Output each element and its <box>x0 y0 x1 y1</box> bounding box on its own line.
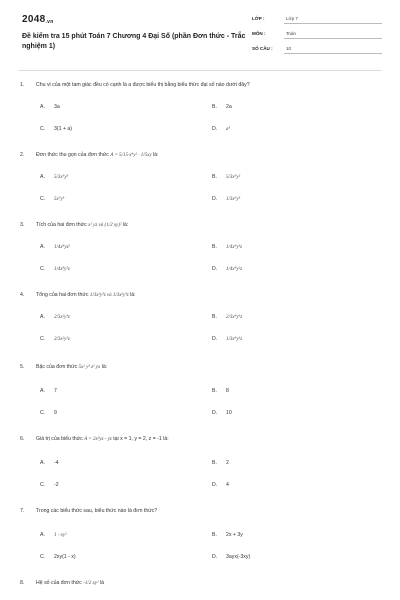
option-label: D. <box>212 336 218 342</box>
question-text-tail: là <box>99 580 105 586</box>
question-text-part: Tổng của hai đơn thức <box>36 292 89 298</box>
question-text <box>36 436 169 442</box>
question-number: 2. <box>20 152 25 158</box>
option-label: B. <box>212 314 217 320</box>
option-b[interactable] <box>212 104 232 110</box>
option-value: 2/3x⁴y⁶z <box>226 315 243 320</box>
option-label: B. <box>212 104 217 110</box>
option-value: 3(1 + a) <box>54 126 73 132</box>
option-value: 1/3x⁵y³ <box>226 197 241 202</box>
option-label: A. <box>40 174 45 180</box>
question-number: 5. <box>20 364 25 370</box>
question-4 <box>20 292 388 342</box>
meta-row-count <box>252 44 382 56</box>
meta-value: Toán <box>284 31 382 39</box>
option-value: 2a <box>226 104 232 110</box>
meta-row-subject <box>252 29 382 41</box>
logo-main: 2048 <box>22 14 46 25</box>
question-number: 3. <box>20 222 25 228</box>
question-text <box>36 222 128 228</box>
question-text: Chu vi của một tam giác đều có cạnh là a được biểu thị bằng biểu thức đại số nào dưới đây? <box>36 82 250 88</box>
meta-label: MÔN : <box>252 31 266 36</box>
option-value: 1 - xy² <box>54 533 67 538</box>
meta-value: 10 <box>284 46 382 54</box>
question-text: Trong các biểu thức sau, biểu thức nào là đơn thức? <box>36 508 158 514</box>
option-label: A. <box>40 460 45 466</box>
option-c[interactable] <box>40 410 57 416</box>
option-d[interactable] <box>212 196 240 202</box>
option-c[interactable] <box>40 266 70 272</box>
option-value: 2/3x²y³z <box>54 315 70 320</box>
meta-label: SỐ CÂU : <box>252 46 273 51</box>
option-label: D. <box>212 266 218 272</box>
option-c[interactable] <box>40 336 70 342</box>
question-math: x² yz và (1/2 xy)² <box>88 223 122 228</box>
option-d[interactable] <box>212 126 230 132</box>
option-label: C. <box>40 410 46 416</box>
option-label: C. <box>40 482 46 488</box>
option-value: 10 <box>226 410 232 416</box>
option-label: C. <box>40 196 46 202</box>
option-b[interactable] <box>212 174 240 180</box>
option-value: 9 <box>54 410 57 416</box>
question-5 <box>20 364 388 416</box>
option-value: 2 <box>226 460 229 466</box>
meta-value: Lớp 7 <box>284 16 382 24</box>
question-text-part: Tích của hai đơn thức <box>36 222 87 228</box>
option-b[interactable] <box>212 532 243 538</box>
option-value: 4 <box>226 482 229 488</box>
option-label: B. <box>212 174 217 180</box>
option-label: A. <box>40 244 45 250</box>
option-value: 5/3x⁵y² <box>226 175 241 180</box>
option-value: -2 <box>54 482 59 488</box>
question-text-tail: là: <box>122 222 129 228</box>
question-number: 1. <box>20 82 25 88</box>
option-value: 1/4x⁴yz² <box>54 245 71 250</box>
option-value: 2xy(1 - x) <box>54 554 76 560</box>
option-d[interactable] <box>212 336 242 342</box>
option-label: B. <box>212 388 217 394</box>
question-3 <box>20 222 388 272</box>
option-a[interactable] <box>40 460 59 466</box>
option-d[interactable] <box>212 554 250 560</box>
option-b[interactable] <box>212 388 229 394</box>
question-math: A = 2x³yz - yz <box>84 437 112 442</box>
question-text-part: Đơn thức thu gọn của đơn thức <box>36 152 109 158</box>
question-text-part: Hệ số của đơn thức <box>36 580 82 586</box>
option-value: 5x⁵y⁵ <box>54 197 65 202</box>
option-label: D. <box>212 554 218 560</box>
question-text <box>36 152 159 158</box>
option-label: A. <box>40 314 45 320</box>
meta-label: LỚP : <box>252 16 265 21</box>
option-value: 5/3x⁵y³ <box>54 175 69 180</box>
option-c[interactable] <box>40 196 64 202</box>
option-value: -4 <box>54 460 59 466</box>
question-text-tail: là: <box>101 364 108 370</box>
question-1 <box>20 82 388 132</box>
option-a[interactable] <box>40 314 70 320</box>
question-number: 6. <box>20 436 25 442</box>
question-math: 1/3x²y³z và 1/3x²y³z <box>89 293 129 298</box>
question-number: 7. <box>20 508 25 514</box>
question-6 <box>20 436 388 488</box>
option-value: 2x + 3y <box>226 532 243 538</box>
logo-sub: .vn <box>45 19 54 25</box>
meta-row-class <box>252 14 382 26</box>
option-a[interactable] <box>40 388 57 394</box>
option-a[interactable] <box>40 244 70 250</box>
option-value: 8 <box>226 388 229 394</box>
header-divider <box>18 70 382 71</box>
option-d[interactable] <box>212 266 242 272</box>
option-value: 1/4x⁴y²z <box>226 267 243 272</box>
option-value: 3a <box>54 104 60 110</box>
option-value: 7 <box>54 388 57 394</box>
option-label: D. <box>212 482 218 488</box>
question-8 <box>20 580 388 592</box>
question-math: 5x² y³ z² yx <box>78 365 101 370</box>
option-c[interactable] <box>40 482 59 488</box>
option-label: D. <box>212 126 218 132</box>
question-number: 4. <box>20 292 25 298</box>
option-d[interactable] <box>212 410 232 416</box>
option-b[interactable] <box>212 314 242 320</box>
option-a[interactable] <box>40 104 60 110</box>
question-math: -1/2 xy² <box>83 581 99 586</box>
option-label: A. <box>40 388 45 394</box>
option-label: C. <box>40 554 46 560</box>
exam-meta <box>252 14 382 59</box>
option-b[interactable] <box>212 460 229 466</box>
question-7 <box>20 508 388 560</box>
option-label: C. <box>40 336 46 342</box>
option-label: D. <box>212 196 218 202</box>
option-value: 3ayx(-3xy) <box>226 554 251 560</box>
option-d[interactable] <box>212 482 229 488</box>
option-label: C. <box>40 126 46 132</box>
option-value: 1/3x⁴y⁶z <box>226 337 243 342</box>
question-text <box>36 292 136 298</box>
option-label: D. <box>212 410 218 416</box>
option-value: a³ <box>226 127 230 132</box>
option-value: 2/3x²y²z <box>54 337 70 342</box>
option-a[interactable] <box>40 532 67 538</box>
question-number: 8. <box>20 580 25 586</box>
option-a[interactable] <box>40 174 68 180</box>
question-text-tail: tại x = 1, y = 2, z = -1 là: <box>113 436 169 442</box>
option-c[interactable] <box>40 554 76 560</box>
question-text-tail: là: <box>153 152 159 158</box>
question-text-tail: là: <box>130 292 136 298</box>
question-text-part: Giá trị của biểu thức <box>36 436 83 442</box>
question-2 <box>20 152 388 202</box>
option-label: C. <box>40 266 46 272</box>
option-c[interactable] <box>40 126 72 132</box>
option-label: B. <box>212 532 217 538</box>
option-value: 1/4x³y²z <box>54 267 70 272</box>
option-b[interactable] <box>212 244 242 250</box>
option-value: 1/4x⁴y³z <box>226 245 243 250</box>
option-label: B. <box>212 460 217 466</box>
question-text-part: Bậc của đơn thức <box>36 364 78 370</box>
option-label: A. <box>40 104 45 110</box>
site-logo[interactable] <box>22 14 54 25</box>
option-label: A. <box>40 532 45 538</box>
question-text <box>36 364 107 370</box>
question-text <box>36 580 104 586</box>
exam-title: Đề kiểm tra 15 phút Toán 7 Chương 4 Đại Số (phần Đơn thức - Trắc nghiệm 1) <box>22 33 246 50</box>
question-math: A = 5/15·x⁴y² · 1/5xy <box>110 153 152 158</box>
option-label: B. <box>212 244 217 250</box>
